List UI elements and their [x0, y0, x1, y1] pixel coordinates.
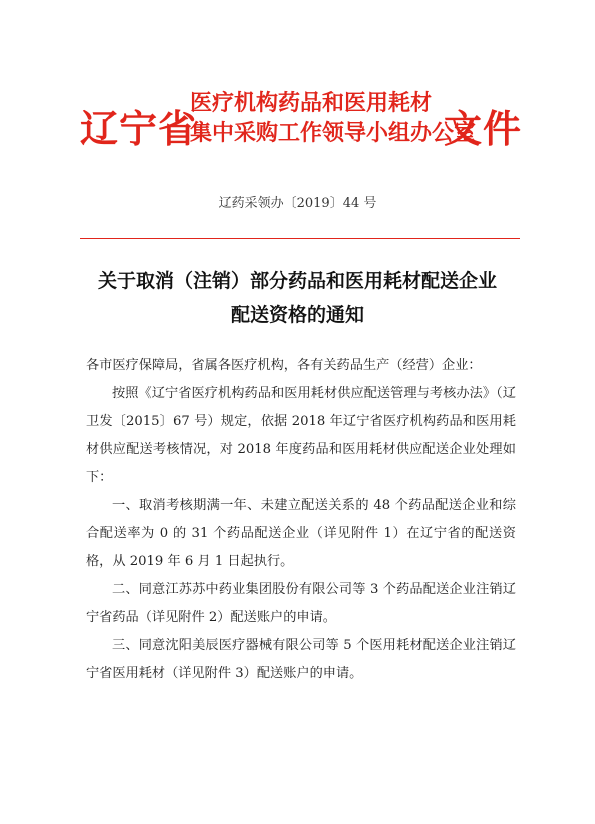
body-paragraph-4: 三、同意沈阳美辰医疗器械有限公司等 5 个医用耗材配送企业注销辽宁省医用耗材（详见附件 3）配送账户的申请。: [86, 638, 516, 681]
title-line-2: 配送资格的通知: [230, 304, 364, 326]
notice-body: [86, 352, 516, 688]
body-paragraph-2: 一、取消考核期满一年、未建立配送关系的 48 个药品配送企业和综合配送率为 0 的 31 个药品配送企业（详见附件 1）在辽宁省的配送资格，从 2019 年 6 月 1 日起执行。: [86, 498, 516, 569]
masthead-line-1: 医疗机构药品和医用耗材: [190, 90, 433, 116]
masthead-line-2: 集中采购工作领导小组办公室: [190, 120, 477, 146]
red-divider-line: [80, 238, 520, 239]
masthead-office-name: [190, 88, 477, 148]
title-line-1: 关于取消（注销）部分药品和医用耗材配送企业: [97, 270, 497, 292]
body-paragraph-1: 按照《辽宁省医疗机构药品和医用耗材供应配送管理与考核办法》（辽卫发〔2015〕67 号）规定，依据 2018 年辽宁省医疗机构药品和医用耗材供应配送考核情况，对 2018 年度药品和医用耗材供应配送企业处理如下：: [86, 386, 516, 485]
notice-title: [60, 264, 535, 332]
masthead-province: 辽宁省: [80, 106, 198, 151]
red-masthead: [80, 88, 523, 160]
masthead-document-label: 文件: [444, 106, 523, 151]
body-paragraph-3: 二、同意江苏苏中药业集团股份有限公司等 3 个药品配送企业注销辽宁省药品（详见附件 2）配送账户的申请。: [86, 582, 516, 625]
document-number: 辽药采领办〔2019〕44 号: [218, 196, 377, 211]
salutation: 各市医疗保障局，省属各医疗机构，各有关药品生产（经营）企业：: [86, 358, 482, 373]
